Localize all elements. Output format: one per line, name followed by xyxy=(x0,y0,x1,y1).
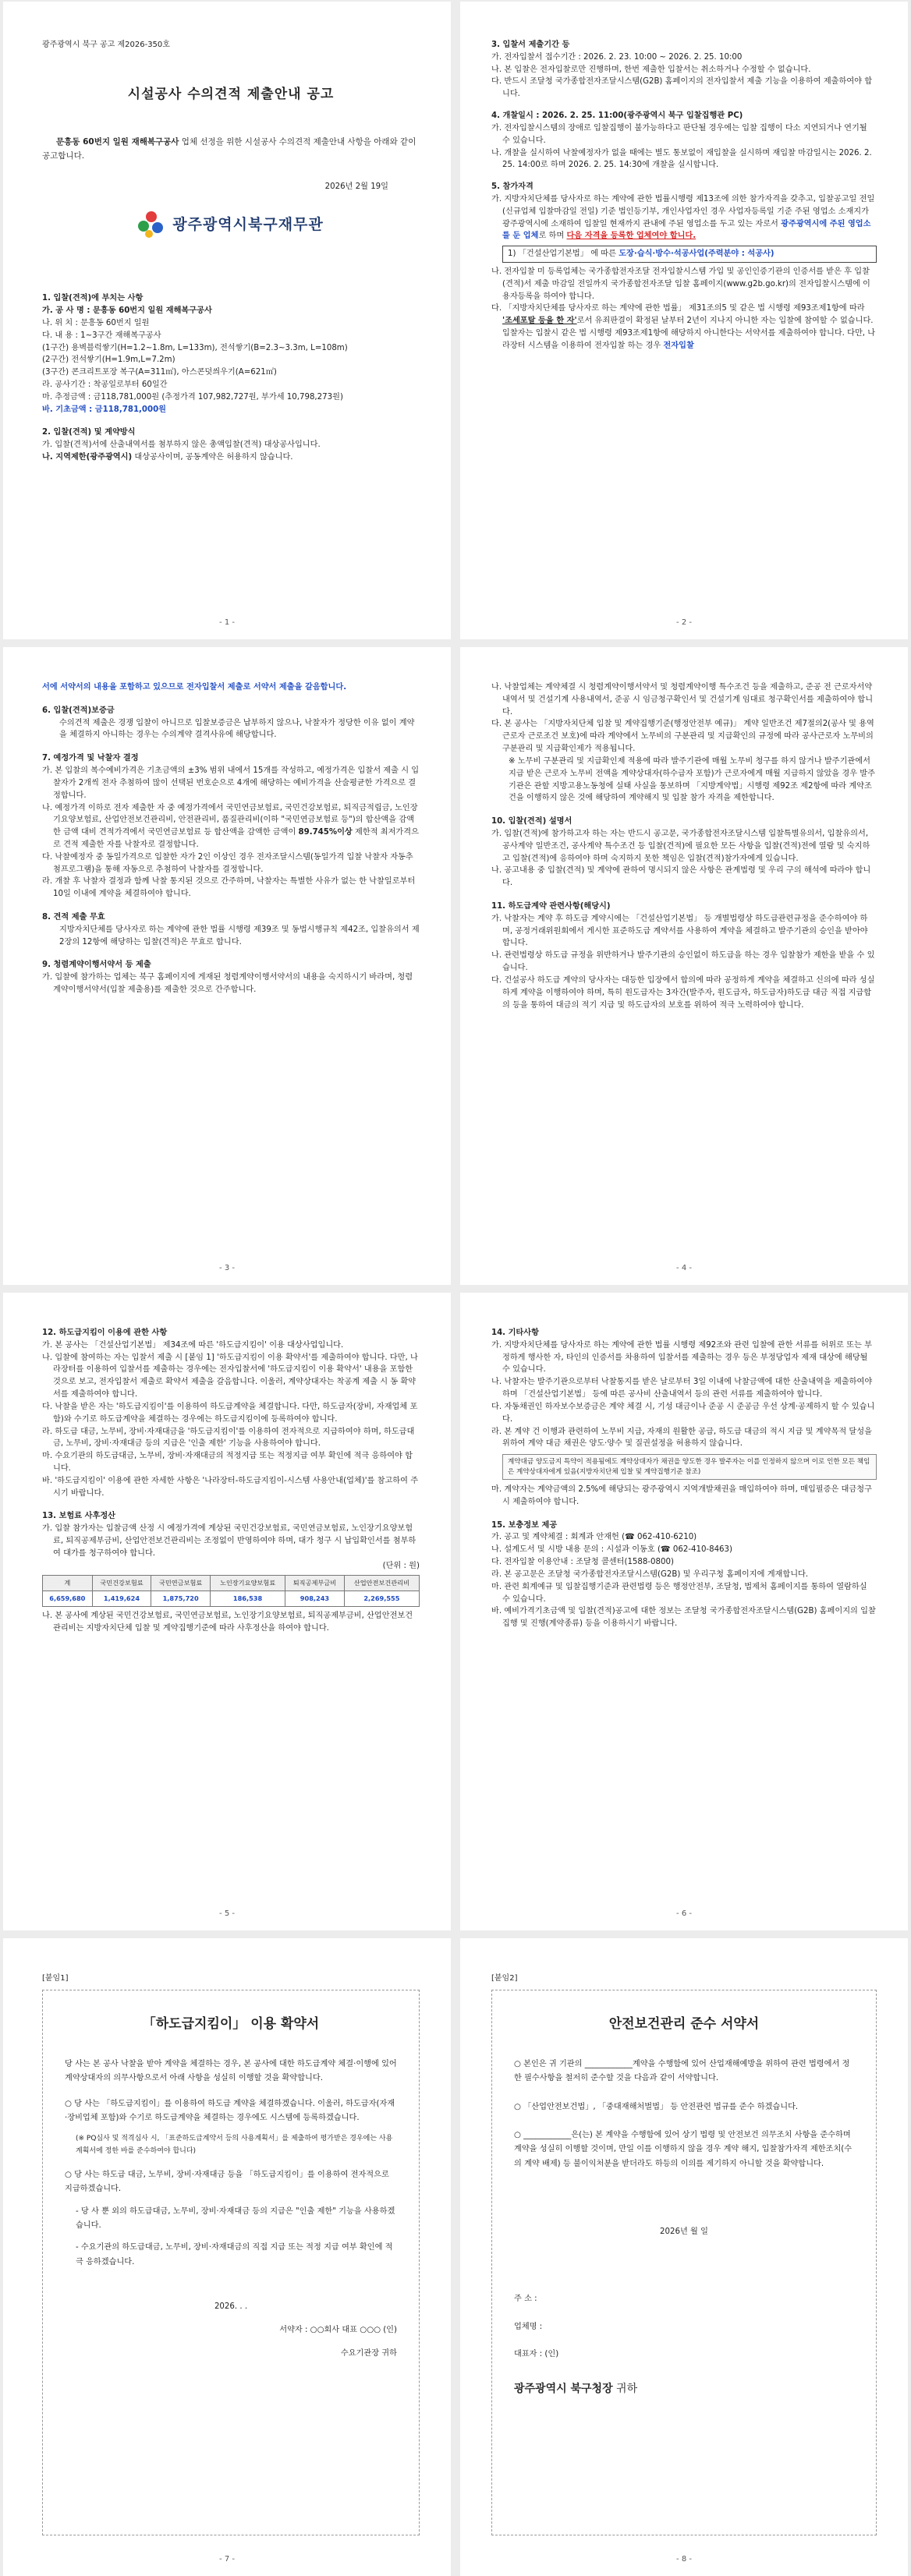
s4-item: 가. 전자입찰시스템의 장애로 입찰집행이 불가능하다고 판단될 경우에는 입찰 집행이 다소 지연되거나 연기될 수 있습니다. xyxy=(491,123,867,145)
region-limit: 나. 지역제한(광주광역시) xyxy=(42,453,133,462)
s5-item: 나. 전자입찰 미 등록업체는 국가종합전자조달 전자입찰시스템 가입 및 공인인증기관의 인증서를 받은 후 입찰(견적)서 제출 마감일 전일까지 국가종합전자조달 입찰 홈페이지(www.g2b.go.kr)의 전자입찰시스템에 이용자등록을 하여야 합니다. xyxy=(491,267,870,301)
assignment-note: 계약대금 양도금지 특약이 적용됨에도 계약상대자가 채권을 양도한 경우 발주자는 이를 인정하지 않으며 이로 인한 모든 책임은 계약상대자에게 있음(지방자치단체 입찰 및 계약집행기준 참조) xyxy=(502,1454,877,1480)
addressee-suffix: 귀하 xyxy=(612,2383,638,2396)
section-2-heading: 2. 입찰(견적) 및 계약방식 xyxy=(42,428,136,437)
s12-item: 나. 입찰에 참여하는 자는 입찰서 제출 시 [붙임 1] '하도급지킴이 이용 확약서'를 제출하여야 합니다. 다만, 나라장터를 이용하여 입찰서를 제출하는 경우에는 전자입찰서에 '하도급지킴이 이용 확약서' 내용을 포함한 것으로 보고, 전자입찰서 제출로 확약서 제출을 갈음합니다. 이울러, 계약상대자는 착공계 제출 시 동 확약서를 제출하여야 합니다. xyxy=(42,1353,418,1399)
license-box xyxy=(502,246,877,263)
section-7-heading: 7. 예정가격 및 낙찰자 결정 xyxy=(42,754,139,763)
section-9-heading: 9. 청렴계약이행서약서 등 제출 xyxy=(42,961,151,970)
s14-item: 가. 지방자치단체를 당사자로 하는 계약에 관한 법률 시행령 제92조와 관련 입찰에 관한 서류를 허위로 또는 부정하게 행사한 자, 타인의 인증서를 차용하여 입찰서를 제출하는 경우 등은 부정당업자 제재 대상에 해당될 수 있습니다. xyxy=(491,1340,872,1375)
table-cell: 1,419,624 xyxy=(92,1591,151,1607)
s5a-text2: 로 하며 xyxy=(538,232,567,241)
s11-item: 나. 관련법령상 하도급 규정을 위반하거나 발주기관의 승인없이 하도급을 하는 경우 입찰참가 제한을 받을 수 있습니다. xyxy=(491,951,875,973)
page-8 xyxy=(460,1938,908,2576)
s12-item: 다. 낙찰을 받은 자는 '하도급지킴이'를 이용하여 하도급계약을 체결합니다. 다만, 하도급자(장비, 자재업체 포함)와 수기로 하도급계약을 체결하는 경우에는 하도급지킴이에 등록하여야 합니다. xyxy=(42,1402,418,1424)
page-number: - 6 - xyxy=(676,1909,692,1918)
s5c-underline: '조세포탈 등을 한 자' xyxy=(502,317,577,326)
table-header: 산업안전보건관리비 xyxy=(344,1576,419,1591)
notice-date: 2026년 2월 19일 xyxy=(324,182,388,191)
project-name: 문흥동 60번지 일원 재해복구공사 xyxy=(56,136,179,147)
s3-item: 가. 전자입찰서 접수기간 : 2026. 2. 23. 10:00 ~ 2026. 2. 25. 10:00 xyxy=(491,52,743,62)
page-7 xyxy=(3,1938,451,2576)
annex-label: [붙임2] xyxy=(491,1974,518,1983)
section-11-heading: 11. 하도급계약 관련사항(해당시) xyxy=(491,902,611,911)
s4-item: 나. 개찰을 실시하여 낙찰예정자가 없을 때에는 별도 통보없이 재입찰을 실시하며 재입찰 마감일시는 2026. 2. 25. 14:00로 하며 2026. 2. 25. 14:30에 개찰을 실시합니다. xyxy=(491,148,872,170)
s15-item: 가. 공고 및 계약체결 : 회계과 안재헌 (☎ 062-410-6210) xyxy=(491,1533,697,1542)
s14-item: 마. 계약자는 계약금액의 2.5%에 해당되는 광주광역시 지역개발채권을 매입하여야 하며, 매입필증은 대금청구 시 제출하여야 합니다. xyxy=(491,1485,872,1506)
safety-pledge-title: 안전보건관리 준수 서약서 xyxy=(608,2015,760,2032)
annex-label: [붙임1] xyxy=(42,1974,69,1983)
organization-name: 광주광역시북구재무관 xyxy=(172,215,324,233)
s7-item xyxy=(42,802,420,851)
s5a-highlight: 광주광역시에 주된 영업소를 둔 업체 xyxy=(502,219,871,241)
representative-field: 대표자 : (인) xyxy=(514,2350,559,2359)
page-2 xyxy=(460,2,908,639)
table-header: 퇴직공제부금비 xyxy=(285,1576,345,1591)
s5-item xyxy=(491,193,877,242)
s5c-highlight: 전자입찰 xyxy=(663,341,694,350)
company-field: 업체명 : xyxy=(514,2322,543,2331)
section-1-heading: 1. 입찰(견적)에 부치는 사항 xyxy=(42,294,144,303)
s5c-text: 다. 「지방자치단체를 당사자로 하는 계약에 관한 법률」 제31조의5 및 같은 법 시행령 제93조제1항에 따라 xyxy=(491,304,865,313)
safety-pledge-frame xyxy=(491,1990,877,2535)
s7-item: 다. 낙찰예정자 중 동일가격으로 입찰한 자가 2인 이상인 경우 전자조달시스템(동일가격 입찰 낙찰자 자동추첨프로그램)을 통해 자동으로 추첨하여 낙찰자를 결정합니다. xyxy=(42,852,413,874)
page-3 xyxy=(3,647,451,1285)
intro-paragraph xyxy=(42,136,420,164)
s1-item: 다. 내 용 : 1~3구간 재해복구공사 xyxy=(42,331,161,340)
safety-clause: ○ 「산업안전보건법」, 「중대재해처벌법」 등 안전관련 법규를 준수 하겠습니다. xyxy=(514,2102,799,2111)
s5c-text2: 로서 유죄판결이 확정된 날부터 2년이 지나지 아니한 자는 입찰에 참여할 수 없습니다. 입찰자는 입찰시 같은 법 시행령 제93조제1항에 해당하지 아니한다는 서약서를 제출하여야 합니다. 다만, 나라장터 시스템을 이용하여 전자입찰 하는 경우 xyxy=(502,317,876,350)
s15-item: 나. 설계도서 및 시방 내용 문의 : 시설과 이동호 (☎ 062-410-8463) xyxy=(491,1545,732,1555)
page-1 xyxy=(3,2,451,639)
section-6-heading: 6. 입찰(견적)보증금 xyxy=(42,706,115,715)
s14-item: 나. 낙찰자는 발주기관으로부터 낙찰통지를 받은 날로부터 3일 이내에 낙찰금액에 대한 산출내역을 제출하여야 하며 「건설산업기본법」 등에 따른 공사비 산출내역서 등의 관련 서류를 제출하여야 합니다. xyxy=(491,1378,873,1399)
table-cell: 186,538 xyxy=(210,1591,285,1607)
pledge-title: 「하도급지킴이」 이용 확약서 xyxy=(142,2015,320,2032)
safety-addressee xyxy=(514,2381,854,2398)
pledge-clause: ○ 당 사는 하도급 대금, 노무비, 장비·자재대금 등을 「하도급지킴이」를 이용하여 전자적으로 지급하겠습니다. xyxy=(65,2170,389,2194)
safety-date: 2026년 월 일 xyxy=(660,2227,708,2236)
section-12-heading: 12. 하도급지킴이 이용에 관한 사항 xyxy=(42,1329,168,1337)
page-4 xyxy=(460,647,908,1285)
s9-item: 나. 낙찰업체는 계약체결 시 청렴계약이행서약서 및 청렴계약이행 특수조건 등을 제출하고, 준공 전 근로자서약내역서 및 건설기계 사용내역서, 준공 시 임금청구확인서 및 건설기계 임대료 청구확인서를 제출하여야 합니다. xyxy=(491,683,874,717)
address-field: 주 소 : xyxy=(514,2294,537,2303)
safety-clause: ○ ____________은(는) 본 계약을 수행함에 있어 상기 법령 및 안전보건 의무조치 사항을 준수하며 계약을 성실히 이행할 것이며, 만일 이를 이행하지 않을 경우 계약 해지, 입찰참가자격 제한조치(수의 계약 배제) 등 불이익처분을 받더라도 하등의 이의를 제기하지 아니할 것을 확약합니다. xyxy=(514,2130,853,2168)
table-header: 계 xyxy=(43,1576,93,1591)
award-rate: 89.745%이상 xyxy=(298,828,353,837)
page-number: - 5 - xyxy=(219,1909,235,1918)
s1-item: 가. 공 사 명 : 문흥동 60번지 일원 재해복구공사 xyxy=(42,306,212,316)
insurance-table xyxy=(42,1575,420,1606)
section-5-heading: 5. 참가자격 xyxy=(491,182,533,192)
section-8-heading: 8. 견적 제출 무효 xyxy=(42,913,105,922)
table-header: 노인장기요양보험료 xyxy=(210,1576,285,1591)
table-cell: 908,243 xyxy=(285,1591,345,1607)
section-14-heading: 14. 기타사항 xyxy=(491,1329,539,1337)
s6-text: 수의견적 제출은 경쟁 입찰이 아니므로 입찰보증금은 납부하지 않으나, 낙찰자가 정당한 이유 없이 계약을 체결하지 아니하는 경우는 수의계약 결격사유에 해당합니다. xyxy=(59,718,415,740)
s1-item: 나. 위 치 : 문흥동 60번지 일원 xyxy=(42,318,150,327)
table-unit: (단위 : 원) xyxy=(382,1561,420,1570)
document-number: 광주광역시 북구 공고 제2026-350호 xyxy=(42,41,170,49)
s3-item: 다. 반드시 조달청 국가종합전자조달시스템(G2B) 홈페이지의 전자입찰서 제출 기능을 이용하여 제출하여야 합니다. xyxy=(491,77,873,99)
table-header: 국민건강보험료 xyxy=(92,1576,151,1591)
safety-clause: ○ 본인은 귀 기관의 ____________계약을 수행함에 있어 산업재해예방을 위하여 관련 법령에서 정한 필수사항을 철저히 준수할 것을 다음과 같이 서약합니다. xyxy=(514,2059,850,2083)
s1-item: (1구간) 용벽블럭쌓기(H=1.2~1.8m, L=133m), 전석쌓기(B=2.3~3.3m, L=108m) xyxy=(42,343,348,352)
s13-item: 나. 본 공사에 계상된 국민건강보험료, 국민연금보험료, 노인장기요양보험료, 퇴직공제부금비, 산업안전보건관리비는 지방자치단체 입찰 및 계약집행기준에 따라 사후정산을 하여야 합니다. xyxy=(42,1611,413,1633)
s5a-highlight2: 다음 자격을 등록한 업체여야 합니다. xyxy=(566,232,697,241)
section-10-heading: 10. 입찰(견적) 설명서 xyxy=(491,817,572,826)
page-5 xyxy=(3,1293,451,1930)
pledge-clause: - 수요기관의 하도급대금, 노무비, 장비·자재대금의 직접 지급 또는 적정 지급 여부 확인에 적극 응하겠습니다. xyxy=(76,2243,393,2266)
s2-item xyxy=(42,451,420,464)
table-cell: 1,875,720 xyxy=(151,1591,211,1607)
page-number: - 4 - xyxy=(676,1263,692,1272)
s1-item: 마. 추정금액 : 금118,781,000원 (추정가격 107,982,727원, 부가세 10,798,273원) xyxy=(42,392,343,402)
s1-item: (3구간) 콘크리트포장 복구(A=311㎡), 아스콘덧씌우기(A=621㎡) xyxy=(42,368,277,377)
s15-item: 바. 예비가격기초금액 및 입찰(견적)공고에 대한 정보는 조달청 국가종합전자조달시스템(G2B) 홈페이지의 입찰집행 및 진행(계약종류) 등을 이용하시기 바랍니다. xyxy=(491,1607,876,1629)
page-6 xyxy=(460,1293,908,1930)
s7b-text2: 제한적 최저가격으로 견적 제출한 자를 낙찰자로 결정합니다. xyxy=(53,828,419,849)
base-amount: 바. 기초금액 : 금118,781,000원 xyxy=(42,405,167,414)
s10-item: 나. 공고내용 중 입찰(견적) 및 계약에 관하여 명시되지 않은 사항은 관계법령 및 우리 구의 해석에 따라야 합니다. xyxy=(491,866,871,888)
s7-item: 라. 개찰 후 낙찰자 결정과 함께 낙찰 통지된 것으로 간주하며, 낙찰자는 특별한 사유가 없는 한 낙찰일로부터 10일 이내에 계약을 체결하여야 합니다. xyxy=(42,877,416,899)
s14-item: 라. 본 계약 건 이행과 관련하여 노무비 지급, 자재의 원활한 공급, 하도급 대금의 적시 지급 및 계약목적 달성을 위하여 계약 대금 채권은 양도·양수 및 질권설정을 허용하지 않습니다. xyxy=(491,1427,872,1449)
s1-item: (2구간) 전석쌓기(H=1.9m,L=7.2m) xyxy=(42,356,175,365)
pledge-clause: - 당 사 뿐 외의 하도급대금, 노무비, 장비·자재대금 등의 지급은 "인출 제한" 기능을 사용하겠습니다. xyxy=(76,2206,395,2230)
page-number: - 3 - xyxy=(219,1263,235,1272)
table-header-row xyxy=(43,1576,420,1591)
page-number: - 7 - xyxy=(219,2554,235,2564)
notice-title: 시설공사 수의견적 제출안내 공고 xyxy=(127,86,335,102)
s12-item: 바. '하도급지킴이' 이용에 관한 자세한 사항은 '나라장터-하도급지킴이-시스템 사용안내(업체)'를 참고하여 주시기 바랍니다. xyxy=(42,1476,419,1498)
intro-text: 업체 선정을 위한 시설공사 수의견적 제출안내 사항을 아래와 같이 공고합니다. xyxy=(42,136,417,161)
pledge-signer: 서약자 : ○○회사 대표 ○○○ (인) xyxy=(279,2325,397,2334)
s11-item: 가. 낙찰자는 계약 후 하도급 계약시에는 「건설산업기본법」 등 개별법령상 하도급관련규정을 준수하여야 하며, 공정거래위원회에서 게시한 표준하도급 계약서를 사용하여 계약을 체결하고 발주기관의 승인을 받아야 합니다. xyxy=(491,914,868,948)
s10-item: 가. 입찰(견적)에 참가하고자 하는 자는 반드시 공고문, 국가종합전자조달시스템 입찰특별유의서, 입찰유의서, 공사계약 일반조건, 공사계약 특수조건 등 입찰(견적)에 필요한 모든 사항을 입찰(견적)전에 열람 및 숙지하고 입찰(견적)에 응하여야 하며 숙지하지 못한 책임은 입찰(견적)참가자에게 있습니다. xyxy=(491,829,870,863)
section-13-heading: 13. 보험료 사후정산 xyxy=(42,1512,116,1521)
page-number: - 8 - xyxy=(676,2554,692,2564)
pledge-date: 2026. . . xyxy=(214,2302,248,2312)
continued-text: 서에 서약서의 내용을 포함하고 있으므로 전자입찰서 제출로 서약서 제출을 갈음합니다. xyxy=(42,683,347,692)
addressee-name: 광주광역시 북구청장 xyxy=(514,2383,613,2396)
s5-item xyxy=(491,303,877,352)
s12-item: 마. 수요기관의 하도급대금, 노무비, 장비·자재대금의 적정지급 또는 적정지급 여부 확인에 적극 응하여야 합니다. xyxy=(42,1452,413,1473)
section-15-heading: 15. 보충정보 제공 xyxy=(491,1520,558,1530)
s13-item: 가. 입찰 참가자는 입찰금액 산정 시 예정가격에 계상된 국민건강보험료, 국민연금보험료, 노인장기요양보험료, 퇴직공제부금비, 산업안전보건관리비는 조정없이 반영하여야 하며, 대가 청구 시 납입확인서를 첨부하여 대가를 청구하여야 합니다. xyxy=(42,1524,417,1558)
pledge-clause: ○ 당 사는 「하도급지킴이」를 이용하여 하도급 계약을 체결하겠습니다. 이울러, 하도급자(자재·장비업체 포함)와 수기로 하도급계약을 체결하는 경우에도 시스템에 등록하겠습니다. xyxy=(65,2099,395,2122)
page-number: - 1 - xyxy=(219,617,235,627)
pledge-intro: 당 사는 본 공사 낙찰을 받아 계약을 체결하는 경우, 본 공사에 대한 하도급계약 체결·이행에 있어 계약상대자의 의무사항으로서 아래 사항을 성실히 이행할 것을 확약합니다. xyxy=(65,2059,397,2083)
s3-item: 나. 본 입찰은 전자입찰로만 진행하며, 한번 제출한 입찰서는 취소하거나 수정할 수 없습니다. xyxy=(491,65,811,74)
s7-item: 가. 본 입찰의 복수예비가격은 기초금액의 ±3% 범위 내에서 15개를 작성하고, 예정가격은 입찰서 제출 시 입찰자가 2개씩 전자 추첨하여 많이 선택된 번호순으로 4개에 해당하는 예비가격을 산술평균한 가격으로 결정합니다. xyxy=(42,766,420,800)
s15-item: 라. 본 공고문은 조달청 국가종합전자조달시스템(G2B) 및 우리구청 홈페이지에 게재합니다. xyxy=(491,1569,809,1579)
table-cell: 6,659,680 xyxy=(43,1591,93,1607)
license-label: 1) 「건설산업기본법」 에 따른 xyxy=(508,249,619,259)
s8-text: 지방자치단체를 당사자로 하는 계약에 관한 법률 시행령 제39조 및 동법시행규칙 제42조, 입찰유의서 제2장의 12항에 해당하는 입찰(견적)은 무효로 합니다. xyxy=(59,925,420,947)
s7b-text: 나. 예정가격 이하로 전자 제출한 자 중 예정가격에서 국민연금보험료, 국민건강보험료, 퇴직금적립금, 노인장기요양보험료, 산업안전보건관리비, 안전관리비, 품질관리비(이하 "국민연금보험료 등")의 합산액을 감액한 금액 대비 견적가격에서 국민연금보험료 등 합산액을 감액한 금액이 xyxy=(42,803,418,837)
s15-item: 다. 전자입찰 이용안내 : 조달청 콜센터(1588-0800) xyxy=(491,1558,674,1567)
s5a-text: 가. 지방자치단체를 당사자로 하는 계약에 관한 법률시행령 제13조에 의한 참가자격을 갖추고, 입찰공고일 전일(신규업체 입찰마감일 전일) 기준 법인등기부, 개인사업자인 경우 사업자등록일 기준 주된 영업소 소재지가 광주광역시에 소재하여 입찰일 현재까지 관내에 주된 영업소를 두고 있는 자로서 xyxy=(491,194,875,228)
s14-item: 다. 자동채권인 하자보수보증금은 계약 체결 시, 기성 대금이나 준공 시 준공금 우선 상계·공제하지 할 수 있습니다. xyxy=(491,1402,875,1424)
s1-item: 라. 공사기간 : 착공일로부터 60일간 xyxy=(42,380,168,390)
table-cell: 2,269,555 xyxy=(344,1591,419,1607)
s2-item: 가. 입찰(견적)서에 산출내역서를 첨부하지 않은 총액입찰(견적) 대상공사입니다. xyxy=(42,441,321,450)
section-3-heading: 3. 입찰서 제출기간 등 xyxy=(491,41,570,49)
section-4-heading: 4. 개찰일시 : 2026. 2. 25. 11:00(광주광역시 북구 입찰집행관 PC) xyxy=(491,111,743,121)
organization-header xyxy=(42,211,420,238)
s9-item: 가. 입찰에 참가하는 업체는 북구 홈페이지에 게재된 청렴계약이행서약서의 내용을 숙지하시기 바라며, 청렴계약이행서약서(입찰 제출용)를 제출한 것으로 간주합니다. xyxy=(42,973,413,995)
s9-note: ※ 노무비 구분관리 및 지급확인제 적용에 따라 발주기관에 매월 노무비 청구를 하지 않거나 발주기관에서 지급 받은 근로자 노무비 전액을 계약상대자(하수급자 포함)가 근로자에게 매월 지급하지 않았을 경우 발주기관은 관할 지방고용노동청에 실태 사실을 통보하며 「지방계약법」시행령 제92조 제2항에 따라 계약조건을 이행하지 않은 것에 해당하여 계약해지 및 입찰 참가 자격을 제한합니다. xyxy=(509,756,875,803)
license-type: 도장·습식·방수·석공사업(주력분야 : 석공사) xyxy=(619,249,775,259)
pledge-note: (※ PQ심사 및 적격심사 시, 「표준하도급계약서 등의 사용계획서」를 제출하여 평가받은 경우에는 사용계획서에 정한 바를 준수하여야 합니다) xyxy=(76,2135,393,2155)
s11-item: 다. 건설공사 하도급 계약의 당사자는 대등한 입장에서 합의에 따라 공정하게 계약을 체결하고 신의에 따라 성실하게 계약을 이행하여야 하며, 특히 원도급자는 3자간(발주자, 원도급자, 하도급자)하도급 대금 직접 지급합의 등을 통하여 대금의 적기 지급 및 하도급자의 보호를 위하여 적극 노력하여야 합니다. xyxy=(491,975,875,1010)
table-header: 국민연금보험료 xyxy=(151,1576,211,1591)
pledge-addressee: 수요기관장 귀하 xyxy=(340,2348,397,2358)
s12-item: 가. 본 공사는 「건설산업기본법」 제34조에 따른 '하도급지킴이' 이용 대상사업입니다. xyxy=(42,1340,344,1350)
s15-item: 마. 관련 회계예규 및 입찰집행기준과 관련법령 등은 행정안전부, 조달청, 법제처 홈페이지를 통하여 열람하실 수 있습니다. xyxy=(491,1582,867,1604)
bukgu-logo-icon xyxy=(138,211,165,238)
table-row xyxy=(43,1591,420,1607)
s2b-text: 대상공사이며, 공동계약은 허용하지 않습니다. xyxy=(132,453,293,462)
page-number: - 2 - xyxy=(676,617,692,627)
pledge-frame xyxy=(42,1990,420,2535)
s12-item: 라. 하도급 대금, 노무비, 장비·자재대금을 '하도급지킴이'를 이용하여 전자적으로 지급하여야 하며, 하도급대금, 노무비, 장비·자재대금 등의 지급은 '인출 제한' 기능을 사용하여야 합니다. xyxy=(42,1427,415,1449)
s9-item: 다. 본 공사는 「지방자치단체 입찰 및 계약집행기준(행정안전부 예규)」 계약 일반조건 제7절의2(공사 및 용역근로자 근로조건 보호)에 따라 계약에서 노무비의 구분관리 및 지급확인의 규정에 따라 공사근로자 노무비의 구분관리 및 지급확인제가 적용됩니다. xyxy=(491,720,874,754)
